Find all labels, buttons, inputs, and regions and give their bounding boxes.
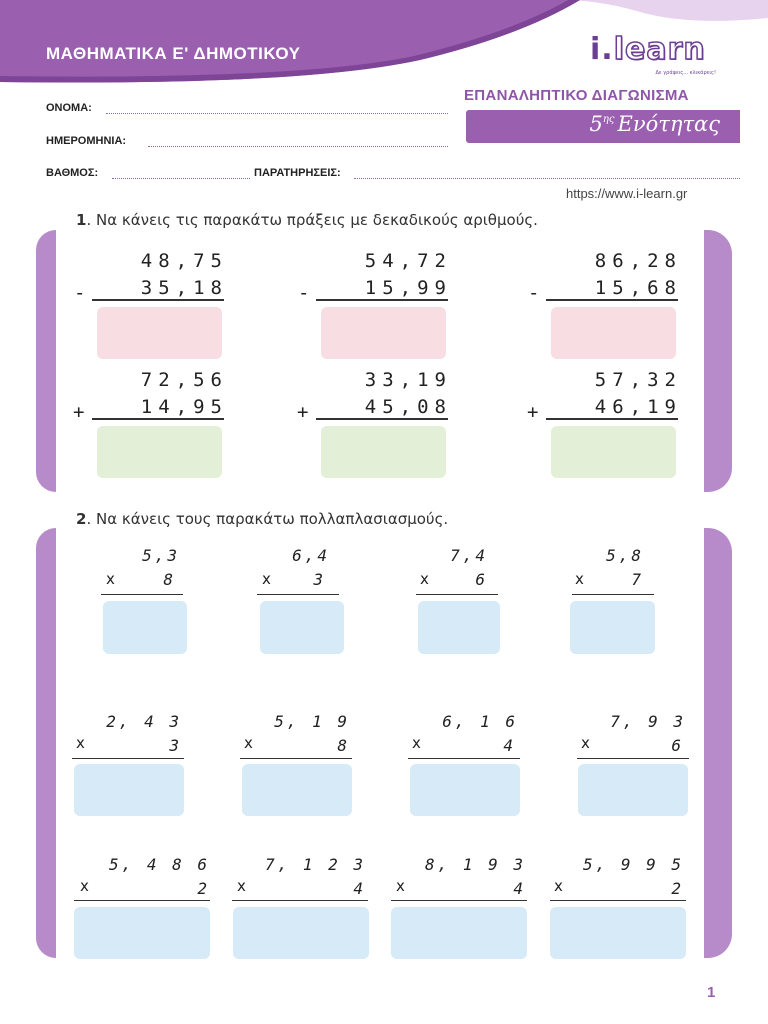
multiplier: 7	[631, 570, 644, 589]
panel-left-bar	[36, 528, 56, 958]
question-1-number: 1	[76, 211, 87, 229]
unit-label	[590, 112, 720, 136]
times-sign: x	[554, 877, 563, 895]
answer-box[interactable]	[578, 764, 688, 816]
panel-right-bar	[704, 528, 732, 958]
date-line[interactable]	[148, 146, 448, 147]
subtraction-1-top: 48,75	[140, 250, 228, 272]
unit-superscript: ης	[602, 114, 615, 125]
multiplicand: 5,8	[606, 546, 644, 565]
grade-line[interactable]	[112, 178, 250, 179]
answer-box[interactable]	[418, 601, 500, 654]
answer-box[interactable]	[260, 601, 344, 654]
website-url[interactable]: https://www.i-learn.gr	[566, 186, 688, 201]
minus-sign: -	[74, 282, 86, 304]
multiplier: 4	[353, 879, 366, 898]
times-sign: x	[237, 877, 246, 895]
answer-box[interactable]	[321, 307, 446, 359]
logo-tagline: Δε γράφεις... κλικάρεις!	[655, 70, 716, 76]
times-sign: x	[244, 734, 253, 752]
logo-i: i	[590, 32, 602, 67]
answer-box[interactable]	[551, 307, 676, 359]
product-line	[74, 900, 210, 901]
times-sign: x	[412, 734, 421, 752]
product-line	[72, 758, 184, 759]
answer-box[interactable]	[103, 601, 187, 654]
question-1-title	[76, 211, 538, 229]
addition-3-bottom: 46,19	[594, 396, 682, 418]
product-line	[416, 594, 498, 595]
unit-banner	[466, 110, 740, 143]
question-2-title	[76, 510, 448, 528]
answer-box[interactable]	[97, 426, 222, 478]
times-sign: x	[262, 570, 271, 588]
times-sign: x	[420, 570, 429, 588]
subtraction-3-top: 86,28	[594, 250, 682, 272]
grade-label: ΒΑΘΜΟΣ:	[46, 167, 99, 179]
name-label: ΟΝΟΜΑ:	[46, 102, 92, 114]
product-line	[101, 594, 183, 595]
sum-line	[546, 418, 678, 420]
product-line	[408, 758, 520, 759]
minus-sign: -	[528, 282, 540, 304]
sum-line	[316, 299, 448, 301]
sum-line	[92, 418, 224, 420]
product-line	[391, 900, 527, 901]
multiplier: 6	[671, 736, 684, 755]
subtraction-2-bottom: 15,99	[364, 277, 452, 299]
answer-box[interactable]	[321, 426, 446, 478]
logo-dot: .	[601, 32, 614, 67]
multiplier: 8	[337, 736, 350, 755]
sum-line	[92, 299, 224, 301]
multiplicand: 5,3	[142, 546, 180, 565]
subtraction-3-bottom: 15,68	[594, 277, 682, 299]
multiplier: 8	[163, 570, 176, 589]
sum-line	[316, 418, 448, 420]
multiplicand: 6, 1 6	[442, 712, 518, 731]
subtraction-1-bottom: 35,18	[140, 277, 228, 299]
multiplier: 4	[503, 736, 516, 755]
logo-learn: learn	[613, 32, 706, 67]
sum-line	[546, 299, 678, 301]
multiplicand: 7,4	[450, 546, 488, 565]
answer-box[interactable]	[74, 764, 184, 816]
times-sign: x	[396, 877, 405, 895]
answer-box[interactable]	[97, 307, 222, 359]
subject-title: ΜΑΘΗΜΑΤΙΚΑ Ε' ΔΗΜΟΤΙΚΟΥ	[46, 44, 301, 63]
addition-2-bottom: 45,08	[364, 396, 452, 418]
multiplier: 6	[475, 570, 488, 589]
times-sign: x	[80, 877, 89, 895]
i-learn-logo	[590, 32, 720, 82]
multiplicand: 7, 1 2 3	[264, 855, 366, 874]
plus-sign: +	[73, 401, 85, 423]
answer-box[interactable]	[74, 907, 210, 959]
addition-3-top: 57,32	[594, 369, 682, 391]
notes-label: ΠΑΡΑΤΗΡΗΣΕΙΣ:	[254, 167, 341, 179]
answer-box[interactable]	[410, 764, 520, 816]
product-line	[577, 758, 689, 759]
answer-box[interactable]	[550, 907, 686, 959]
multiplicand: 5, 4 8 6	[108, 855, 210, 874]
answer-box[interactable]	[233, 907, 369, 959]
panel-right-bar	[704, 230, 732, 492]
panel-left-bar	[36, 230, 56, 492]
answer-box[interactable]	[570, 601, 655, 654]
product-line	[232, 900, 368, 901]
page-number: 1	[707, 984, 716, 1001]
times-sign: x	[106, 570, 115, 588]
multiplier: 3	[169, 736, 182, 755]
notes-line[interactable]	[354, 178, 740, 179]
multiplier: 4	[513, 879, 526, 898]
minus-sign: -	[298, 282, 310, 304]
unit-number: 5	[589, 112, 603, 136]
multiplicand: 6,4	[292, 546, 330, 565]
product-line	[572, 594, 654, 595]
unit-word: Ενότητας	[617, 112, 720, 136]
multiplicand: 5, 9 9 5	[582, 855, 684, 874]
multiplicand: 8, 1 9 3	[424, 855, 526, 874]
times-sign: x	[581, 734, 590, 752]
multiplicand: 5, 1 9	[274, 712, 350, 731]
subtraction-2-top: 54,72	[364, 250, 452, 272]
product-line	[550, 900, 686, 901]
answer-box[interactable]	[242, 764, 352, 816]
question-1-text: . Να κάνεις τις παρακάτω πράξεις με δεκαδικούς αριθμούς.	[86, 211, 538, 229]
answer-box[interactable]	[551, 426, 676, 478]
multiplicand: 2, 4 3	[106, 712, 182, 731]
times-sign: x	[575, 570, 584, 588]
exam-title: ΕΠΑΝΑΛΗΠΤΙΚΟ ΔΙΑΓΩΝΙΣΜΑ	[464, 87, 689, 104]
multiplier: 3	[313, 570, 326, 589]
multiplier: 2	[197, 879, 210, 898]
question-2-number: 2	[76, 510, 87, 528]
addition-1-bottom: 14,95	[140, 396, 228, 418]
addition-2-top: 33,19	[364, 369, 452, 391]
product-line	[257, 594, 339, 595]
plus-sign: +	[297, 401, 309, 423]
question-2-text: . Να κάνεις τους παρακάτω πολλαπλασιασμούς.	[86, 510, 449, 528]
times-sign: x	[76, 734, 85, 752]
product-line	[240, 758, 352, 759]
addition-1-top: 72,56	[140, 369, 228, 391]
multiplicand: 7, 9 3	[610, 712, 686, 731]
multiplier: 2	[671, 879, 684, 898]
plus-sign: +	[527, 401, 539, 423]
answer-box[interactable]	[391, 907, 527, 959]
date-label: ΗΜΕΡΟΜΗΝΙΑ:	[46, 135, 127, 147]
name-line[interactable]	[106, 113, 448, 114]
